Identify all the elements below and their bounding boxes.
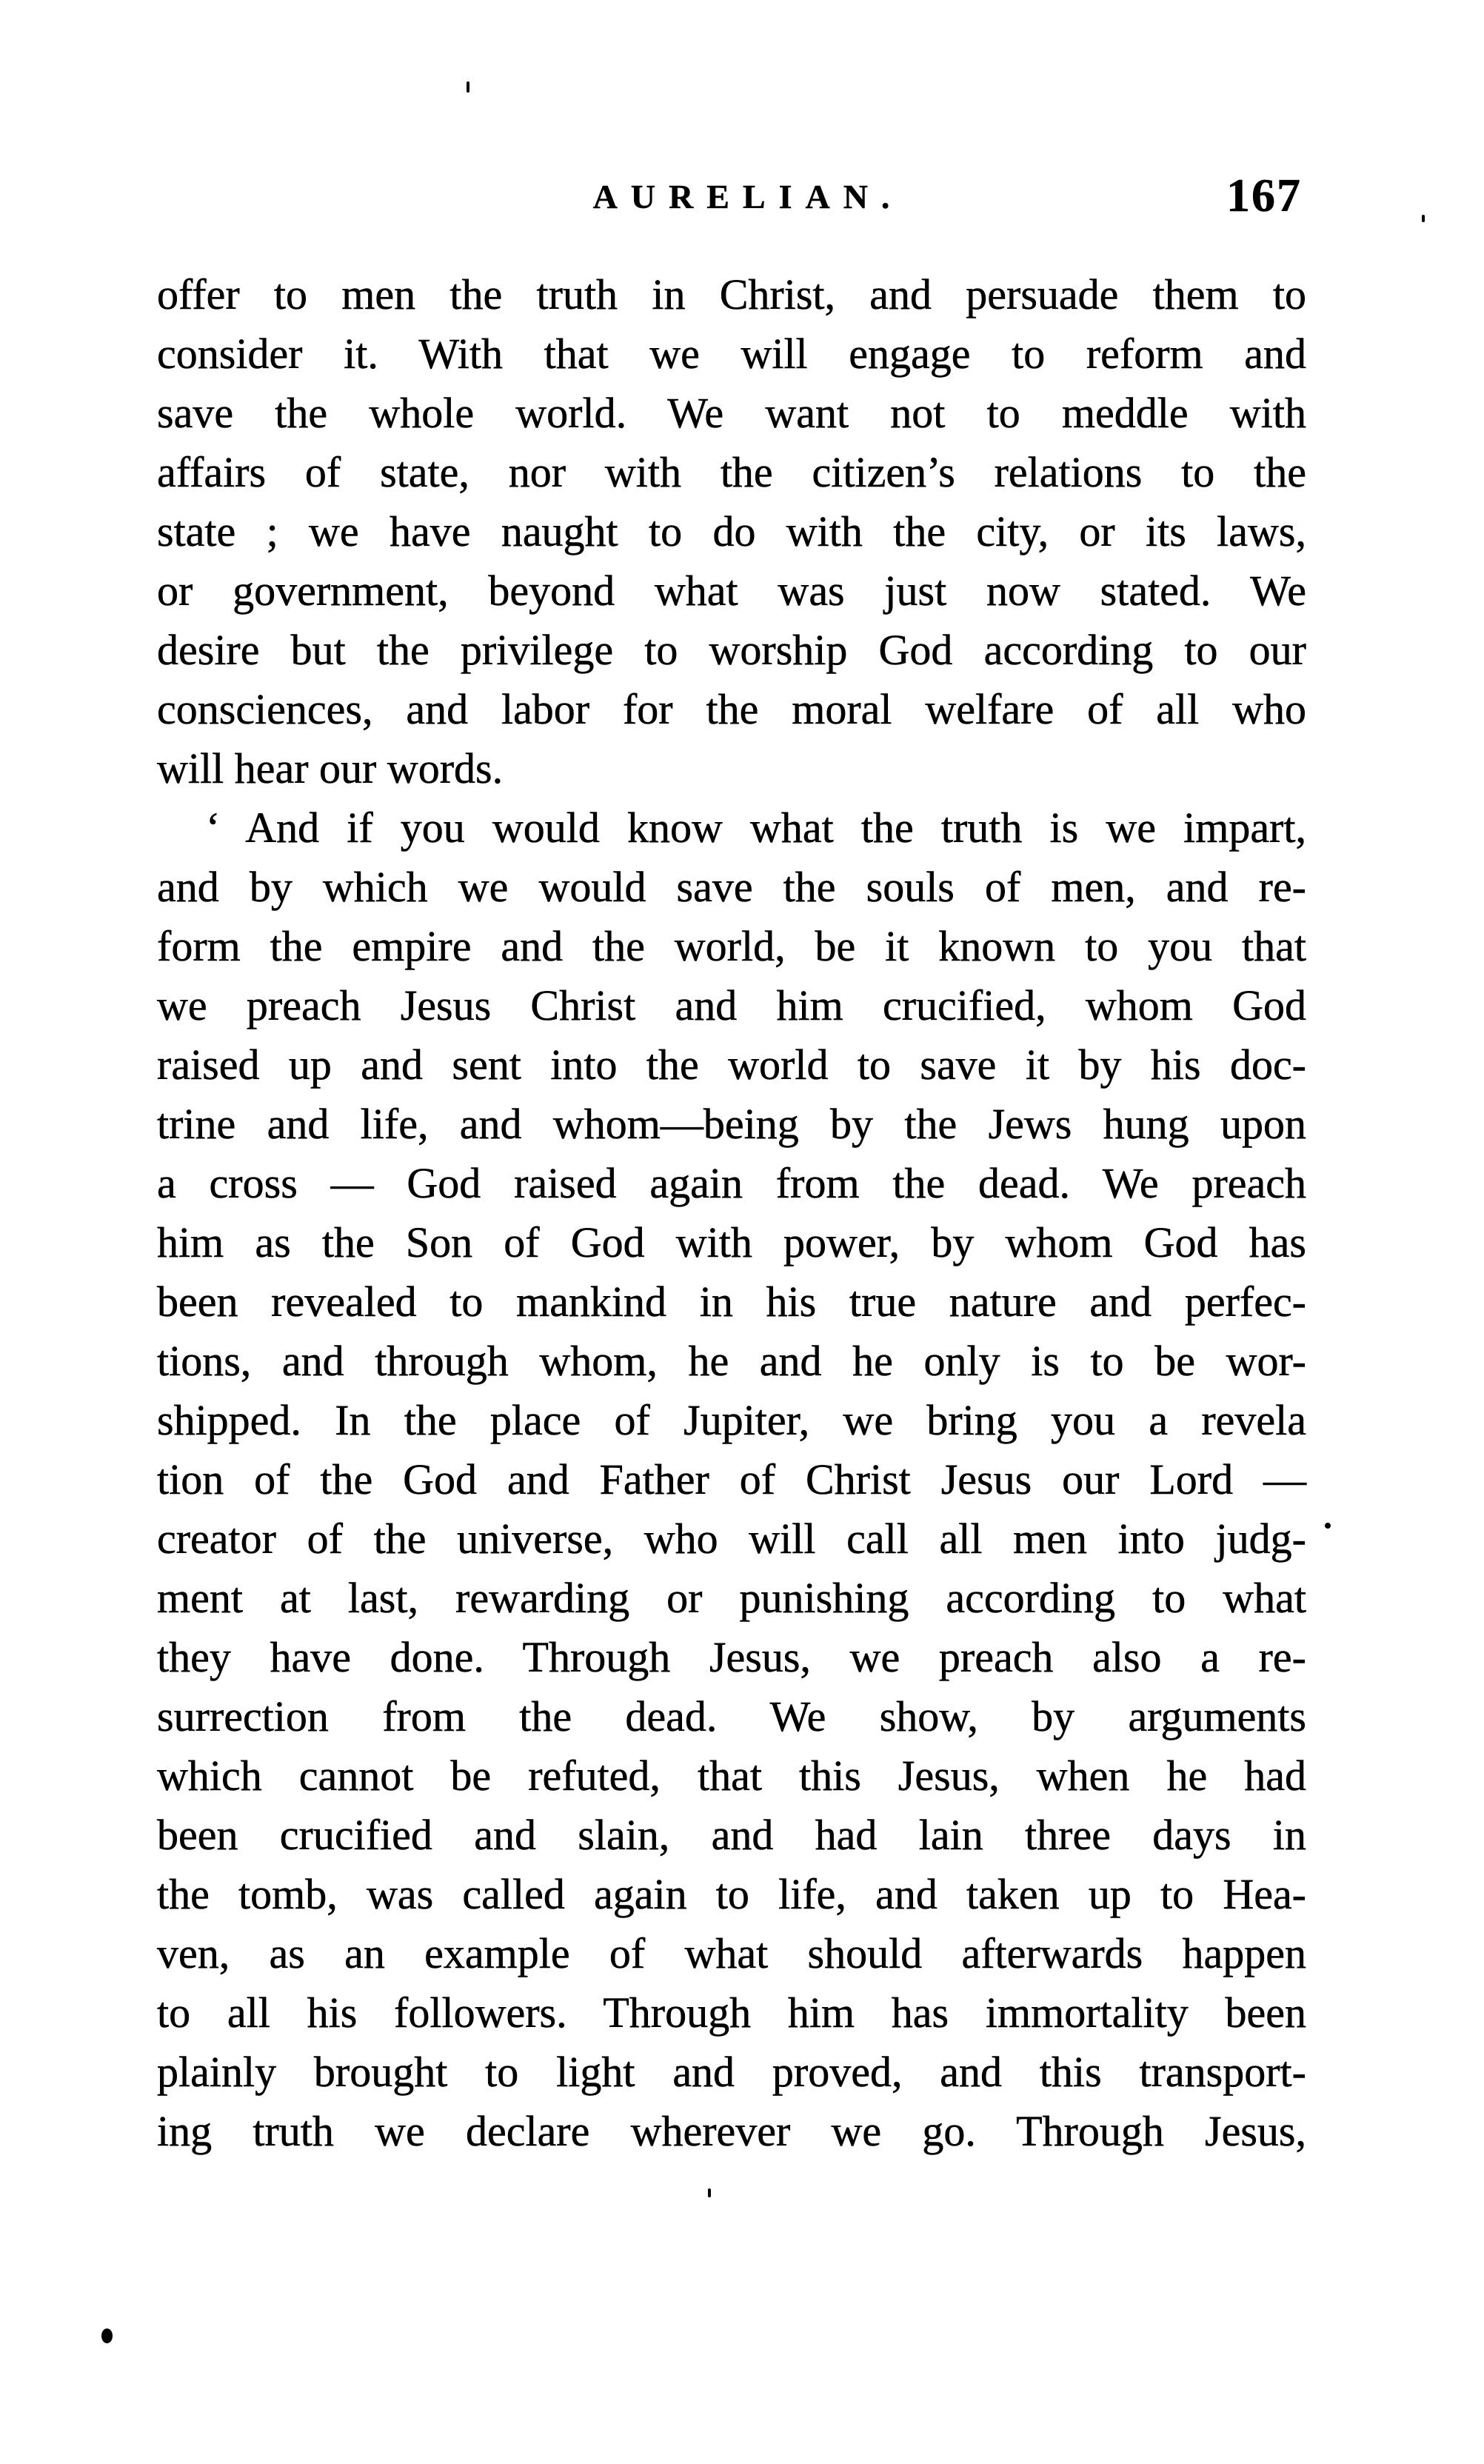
text-line: state ; we have naught to do with the city, or its laws, [157, 507, 1306, 555]
page-header [157, 0, 1306, 252]
ink-speck [708, 2188, 711, 2197]
text-line: a cross — God raised again from the dead. We preach [157, 1159, 1306, 1207]
ink-speck [467, 81, 469, 93]
text-line: trine and life, and whom—being by the Jews hung upon [157, 1100, 1306, 1148]
text-line: tion of the God and Father of Christ Jesus our Lord — [157, 1455, 1306, 1503]
text-line: been revealed to mankind in his true nature and perfec- [157, 1278, 1306, 1326]
text-line: ment at last, rewarding or punishing according to what [157, 1574, 1306, 1622]
text-line: consciences, and labor for the moral welfare of all who [157, 685, 1306, 733]
text-line: ‘ And if you would know what the truth is we impart, [206, 804, 1306, 852]
text-line: ven, as an example of what should afterwards happen [157, 1929, 1306, 1977]
ink-speck [1325, 1523, 1331, 1529]
text-line: tions, and through whom, he and he only is to be wor- [157, 1337, 1306, 1385]
text-line: and by which we would save the souls of men, and re- [157, 863, 1306, 911]
text-line: creator of the universe, who will call all men into judg- [157, 1515, 1306, 1563]
text-line: they have done. Through Jesus, we preach also a re- [157, 1633, 1306, 1681]
text-line: the tomb, was called again to life, and taken up to Hea- [157, 1870, 1306, 1918]
text-line: him as the Son of God with power, by whom God has [157, 1218, 1306, 1266]
text-line: or government, beyond what was just now stated. We [157, 567, 1306, 615]
page-body-text [157, 265, 1306, 2161]
text-line: form the empire and the world, be it known to you that [157, 922, 1306, 970]
text-line: which cannot be refuted, that this Jesus, when he had [157, 1752, 1306, 1800]
text-line: consider it. With that we will engage to reform and [157, 330, 1306, 378]
text-line: ing truth we declare wherever we go. Through Jesus, [157, 2107, 1306, 2155]
text-line: save the whole world. We want not to meddle with [157, 389, 1306, 437]
text-line: plainly brought to light and proved, and this transport- [157, 2048, 1306, 2096]
ink-speck [101, 2328, 113, 2343]
text-line: to all his followers. Through him has immortality been [157, 1989, 1306, 2037]
text-line: been crucified and slain, and had lain three days in [157, 1811, 1306, 1859]
page-number: 167 [1226, 169, 1302, 221]
running-title: AURELIAN. [592, 178, 903, 216]
text-line: affairs of state, nor with the citizen’s relations to the [157, 448, 1306, 496]
text-line: desire but the privilege to worship God according to our [157, 626, 1306, 674]
ink-speck [1422, 215, 1425, 222]
text-line: will hear our words. [157, 744, 504, 792]
text-line: offer to men the truth in Christ, and persuade them to [157, 270, 1306, 318]
text-line: surrection from the dead. We show, by arguments [157, 1692, 1306, 1740]
text-line: shipped. In the place of Jupiter, we bring you a revela [157, 1396, 1306, 1444]
text-line: raised up and sent into the world to save it by his doc- [157, 1041, 1306, 1089]
text-line: we preach Jesus Christ and him crucified, whom God [157, 981, 1306, 1029]
